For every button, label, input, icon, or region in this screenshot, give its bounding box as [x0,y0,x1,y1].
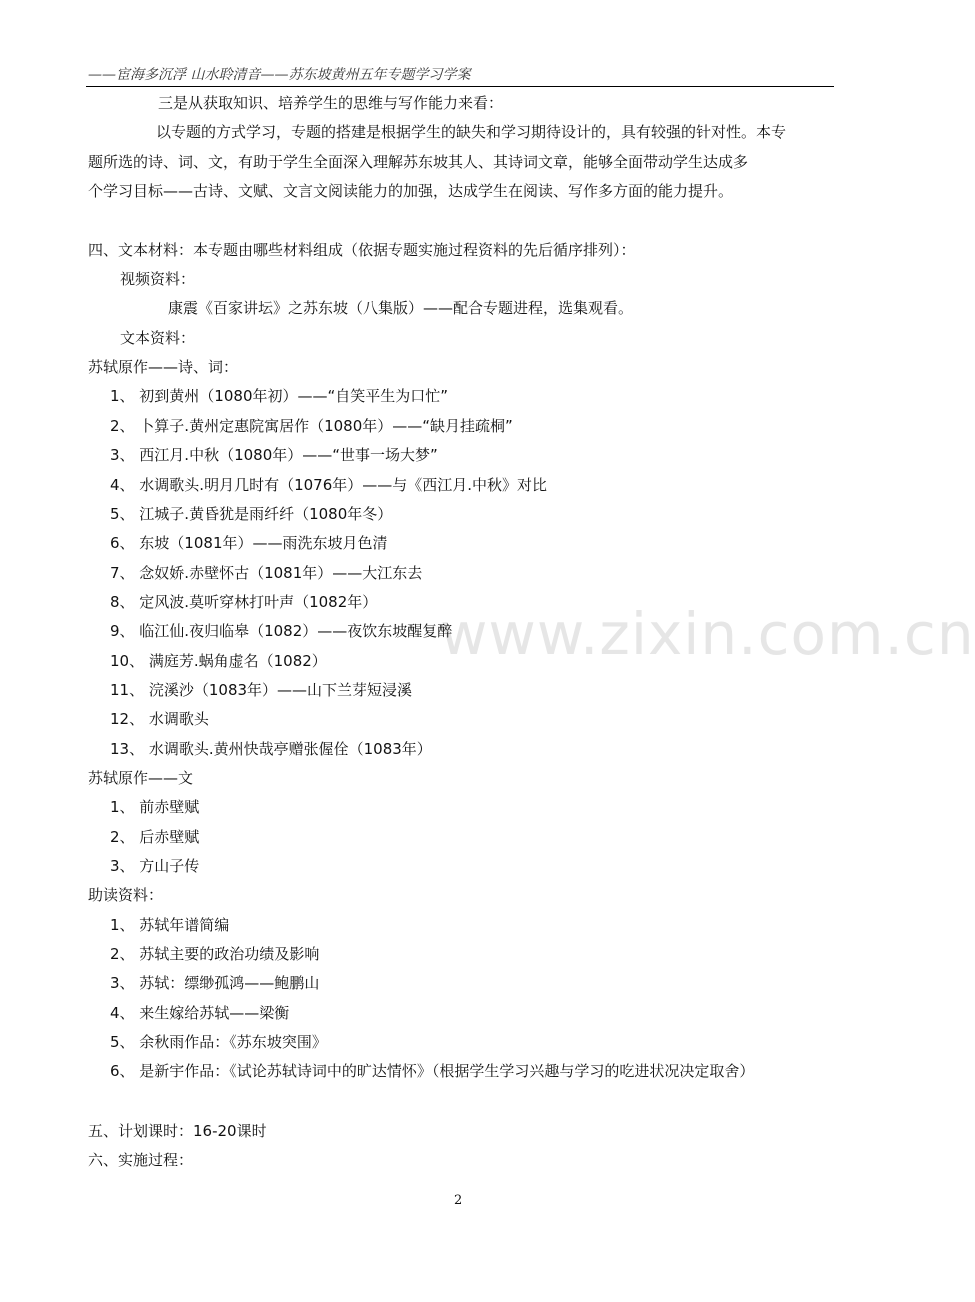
list-item: 11、 浣溪沙（1083年）——山下兰芽短浸溪 [110,681,413,699]
list-item: 1、 苏轼年谱简编 [110,916,230,934]
watermark: www.zixin.com.cn [440,600,975,668]
list-item: 5、 余秋雨作品：《苏东坡突围》 [110,1033,327,1051]
section6-title: 六、实施过程： [88,1151,194,1169]
list-item: 4、 来生嫁给苏轼——梁衡 [110,1004,290,1022]
list-item: 8、 定风波.莫听穿林打叶声（1082年） [110,593,378,611]
list-item: 13、 水调歌头.黄州快哉亭赠张偓佺（1083年） [110,740,432,758]
section3-para-line2: 题所选的诗、词、文，有助于学生全面深入理解苏东坡其人、其诗词文章，能够全面带动学生达成多 [88,153,749,171]
page-number: 2 [454,1193,463,1208]
list-item: 3、 苏轼：缥缈孤鸿——鲍鹏山 [110,974,320,992]
section3-intro: 三是从获取知识、培养学生的思维与写作能力来看： [158,94,504,112]
list-item: 4、 水调歌头.明月几时有（1076年）——与《西江月.中秋》对比 [110,476,548,494]
running-header: ——宦海多沉浮 山水聆清音——苏东坡黄州五年专题学习学案 [88,67,471,83]
aids-heading: 助读资料： [88,886,164,904]
header-rule [86,86,834,87]
list-item: 10、 满庭芳.蜗角虚名（1082） [110,652,327,670]
list-item: 2、 苏轼主要的政治功绩及影响 [110,945,320,963]
poems-heading: 苏轼原作——诗、词： [88,358,239,376]
list-item: 7、 念奴娇.赤壁怀古（1081年）——大江东去 [110,564,423,582]
list-item: 2、 卜算子.黄州定惠院寓居作（1080年）——“缺月挂疏桐” [110,417,513,435]
video-item: 康震《百家讲坛》之苏东坡（八集版）——配合专题进程，选集观看。 [168,299,634,317]
list-item: 6、 是新宇作品：《试论苏轼诗词中的旷达情怀》（根据学生学习兴趣与学习的吃进状况决定取舍） [110,1062,755,1080]
list-item: 9、 临江仙.夜归临皋（1082）——夜饮东坡醒复醉 [110,622,453,640]
section3-para-line1: 以专题的方式学习，专题的搭建是根据学生的缺失和学习期待设计的，具有较强的针对性。本专 [156,123,787,141]
text-label: 文本资料： [120,329,196,347]
video-label: 视频资料： [120,270,196,288]
list-item: 3、 西江月.中秋（1080年）——“世事一场大梦” [110,446,438,464]
prose-heading: 苏轼原作——文 [88,769,194,787]
list-item: 6、 东坡（1081年）——雨洗东坡月色清 [110,534,388,552]
list-item: 12、 水调歌头 [110,710,209,728]
section3-para-line3: 个学习目标——古诗、文赋、文言文阅读能力的加强，达成学生在阅读、写作多方面的能力提升。 [88,182,734,200]
section4-title: 四、文本材料：本专题由哪些材料组成（依据专题实施过程资料的先后循序排列）： [88,241,636,259]
list-item: 3、 方山子传 [110,857,200,875]
list-item: 1、 初到黄州（1080年初）——“自笑平生为口忙” [110,387,449,405]
list-item: 2、 后赤壁赋 [110,828,200,846]
list-item: 1、 前赤壁赋 [110,798,200,816]
section5-title: 五、计划课时：16-20课时 [88,1122,267,1140]
list-item: 5、 江城子.黄昏犹是雨纤纤（1080年冬） [110,505,393,523]
